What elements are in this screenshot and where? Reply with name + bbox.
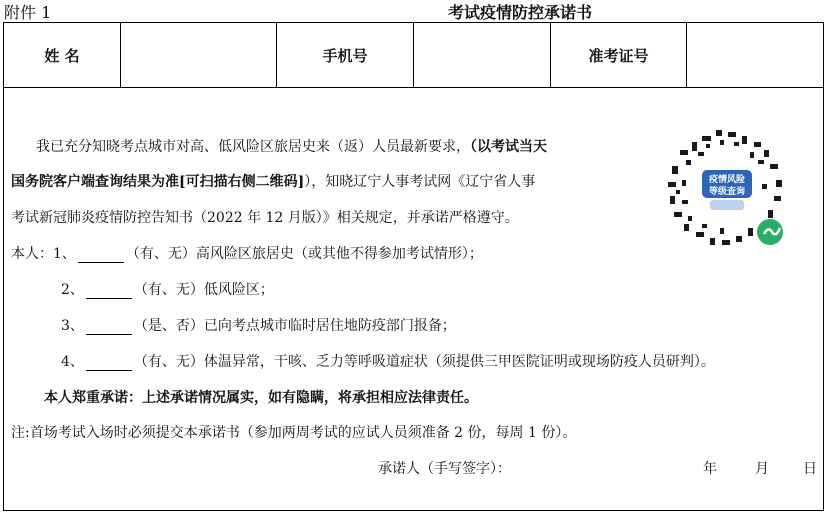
title-area — [244, 0, 592, 23]
phone-label: 手机号 — [277, 23, 414, 87]
name-field[interactable] — [121, 23, 277, 87]
commitment-form-table — [3, 22, 824, 511]
item-1-blank[interactable] — [78, 247, 124, 263]
ticket-label: 准考证号 — [551, 23, 687, 87]
item-3-prefix: 3、 — [61, 318, 84, 334]
paragraph-line-2 — [11, 171, 535, 191]
item-4-options: （有、无） — [133, 354, 204, 370]
signature-field[interactable] — [528, 455, 698, 473]
item-3-options: （是、否） — [133, 318, 204, 334]
header-row — [4, 23, 823, 88]
item-1 — [11, 243, 483, 263]
name-label: 姓 名 — [4, 23, 121, 87]
item-2-options: （有、无） — [133, 282, 204, 298]
paragraph-line-2-text: ），知晓辽宁人事考试网《辽宁省人事 — [304, 174, 536, 190]
ticket-field[interactable] — [687, 23, 823, 87]
page-title: 考试疫情防控承诺书 — [448, 3, 593, 22]
item-2 — [61, 279, 274, 299]
item-1-options: （有、无） — [125, 246, 196, 262]
qr-badge-line-2: 等级查询 — [708, 187, 746, 197]
item-3-text: 已向考点城市临时居住地防疫部门报备； — [203, 318, 456, 334]
item-3-blank[interactable] — [86, 319, 132, 335]
paragraph-line-3: 考试新冠肺炎疫情防控告知书（2022 年 12 月版）》相关规定，并承诺严格遵守。 — [11, 210, 519, 226]
phone-field[interactable] — [414, 23, 551, 87]
item-4-prefix: 4、 — [61, 354, 84, 370]
attachment-label: 附件 1 — [4, 3, 52, 22]
badge-base-decoration — [710, 200, 744, 210]
item-2-prefix: 2、 — [61, 282, 84, 298]
commitment-statement: 本人郑重承诺：上述承诺情况属实，如有隐瞒，将承担相应法律责任。 — [44, 390, 478, 406]
paragraph-line-2-bold: 国务院客户端查询结果为准[可扫描右侧二维码] — [11, 174, 305, 190]
date-day-label: 日 — [803, 461, 817, 477]
qr-badge-line-1: 疫情风险 — [708, 175, 746, 185]
item-1-prefix: 本人：1、 — [11, 246, 76, 262]
item-2-text: 低风险区； — [203, 282, 274, 298]
signature-label: 承诺人（手写签字）： — [378, 461, 511, 477]
date-year-label: 年 — [703, 461, 717, 477]
item-2-blank[interactable] — [86, 283, 132, 299]
paragraph-line-1 — [36, 136, 547, 156]
title-blank-line[interactable] — [244, 4, 448, 23]
date-month-label: 月 — [755, 461, 769, 477]
paragraph-line-1-bold: （以考试当天 — [470, 139, 547, 155]
item-4-text: 体温异常，干咳、乏力等呼吸道症状（须提供三甲医院证明或现场防疫人员研判）。 — [203, 354, 715, 370]
item-4 — [61, 351, 715, 371]
note-text: 注:首场考试入场时必须提交本承诺书（参加两周考试的应试人员须准备 2 份，每周 1 份）。 — [11, 425, 577, 441]
item-3 — [61, 315, 456, 335]
paragraph-line-1-text: 我已充分知晓考点城市对高、低风险区旅居史来（返）人员最新要求， — [36, 139, 470, 155]
item-1-text: 高风险区旅居史（或其他不得参加考试情形）； — [195, 246, 483, 262]
item-4-blank[interactable] — [86, 355, 132, 371]
epidemic-risk-qr-code[interactable] — [658, 120, 794, 256]
